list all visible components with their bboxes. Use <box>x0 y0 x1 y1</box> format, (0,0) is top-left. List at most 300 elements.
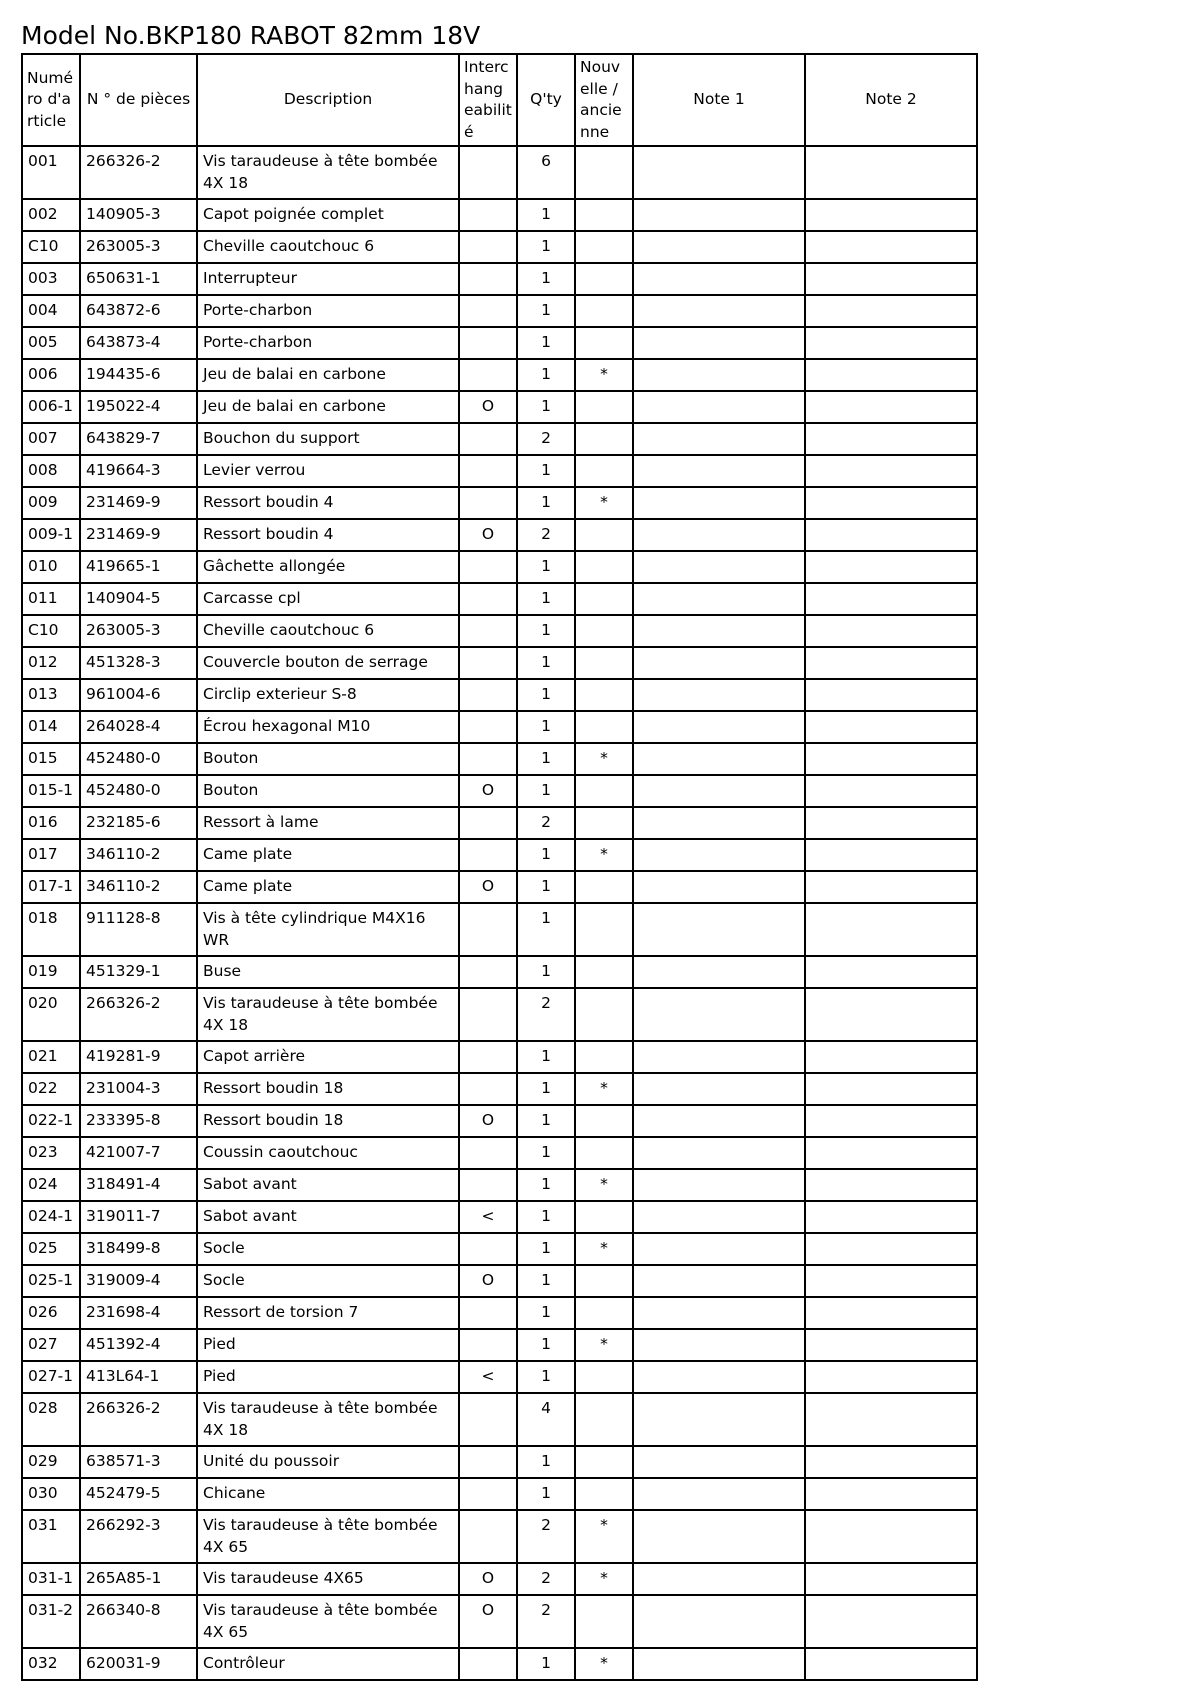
note-1-cell <box>633 1329 805 1361</box>
new-old-cell <box>575 1478 633 1510</box>
quantity-cell: 1 <box>517 1329 575 1361</box>
note-2-cell <box>805 487 977 519</box>
note-1-cell <box>633 775 805 807</box>
table-row <box>22 1563 977 1595</box>
header-description: Description <box>197 54 459 146</box>
part-number-cell: 451329-1 <box>80 956 197 988</box>
table-row <box>22 455 977 487</box>
new-old-cell <box>575 519 633 551</box>
note-1-cell <box>633 327 805 359</box>
note-2-cell <box>805 1563 977 1595</box>
item-number-cell: 006 <box>22 359 80 391</box>
table-row <box>22 263 977 295</box>
description-cell: Ressort boudin 18 <box>197 1105 459 1137</box>
description-cell: Ressort boudin 4 <box>197 519 459 551</box>
note-1-cell <box>633 1446 805 1478</box>
part-number-cell: 421007-7 <box>80 1137 197 1169</box>
interchangeability-cell <box>459 583 517 615</box>
item-number-cell: 009-1 <box>22 519 80 551</box>
interchangeability-cell <box>459 647 517 679</box>
table-row <box>22 423 977 455</box>
note-2-cell <box>805 551 977 583</box>
table-row <box>22 551 977 583</box>
new-old-cell <box>575 327 633 359</box>
table-row <box>22 1478 977 1510</box>
quantity-cell: 1 <box>517 1041 575 1073</box>
item-number-cell: 031 <box>22 1510 80 1563</box>
note-1-cell <box>633 391 805 423</box>
item-number-cell: 027 <box>22 1329 80 1361</box>
description-cell: Vis à tête cylindrique M4X16 WR <box>197 903 459 956</box>
note-2-cell <box>805 391 977 423</box>
description-cell: Bouton <box>197 743 459 775</box>
note-2-cell <box>805 615 977 647</box>
note-2-cell <box>805 231 977 263</box>
interchangeability-cell <box>459 1393 517 1446</box>
item-number-cell: 009 <box>22 487 80 519</box>
note-1-cell <box>633 199 805 231</box>
part-number-cell: 263005-3 <box>80 615 197 647</box>
item-number-cell: 013 <box>22 679 80 711</box>
item-number-cell: C10 <box>22 615 80 647</box>
note-1-cell <box>633 1137 805 1169</box>
item-number-cell: 029 <box>22 1446 80 1478</box>
note-2-cell <box>805 1361 977 1393</box>
quantity-cell: 1 <box>517 1073 575 1105</box>
interchangeability-cell: < <box>459 1361 517 1393</box>
part-number-cell: 231698-4 <box>80 1297 197 1329</box>
new-old-cell <box>575 1297 633 1329</box>
description-cell: Vis taraudeuse à tête bombée 4X 65 <box>197 1595 459 1648</box>
new-old-cell <box>575 1201 633 1233</box>
table-row <box>22 583 977 615</box>
item-number-cell: 008 <box>22 455 80 487</box>
item-number-cell: 015-1 <box>22 775 80 807</box>
quantity-cell: 1 <box>517 1446 575 1478</box>
part-number-cell: 319009-4 <box>80 1265 197 1297</box>
part-number-cell: 264028-4 <box>80 711 197 743</box>
description-cell: Sabot avant <box>197 1201 459 1233</box>
interchangeability-cell <box>459 487 517 519</box>
note-2-cell <box>805 1510 977 1563</box>
new-old-cell: * <box>575 839 633 871</box>
note-1-cell <box>633 871 805 903</box>
item-number-cell: 028 <box>22 1393 80 1446</box>
description-cell: Jeu de balai en carbone <box>197 391 459 423</box>
part-number-cell: 638571-3 <box>80 1446 197 1478</box>
description-cell: Socle <box>197 1233 459 1265</box>
interchangeability-cell <box>459 1329 517 1361</box>
note-2-cell <box>805 1393 977 1446</box>
header-part-number: N ° de pièces <box>80 54 197 146</box>
item-number-cell: 014 <box>22 711 80 743</box>
table-row <box>22 775 977 807</box>
table-row <box>22 1233 977 1265</box>
quantity-cell: 1 <box>517 1297 575 1329</box>
note-2-cell <box>805 1169 977 1201</box>
quantity-cell: 2 <box>517 519 575 551</box>
table-row <box>22 1329 977 1361</box>
item-number-cell: 018 <box>22 903 80 956</box>
description-cell: Cheville caoutchouc 6 <box>197 231 459 263</box>
part-number-cell: 620031-9 <box>80 1648 197 1680</box>
parts-table <box>21 53 978 1681</box>
table-row <box>22 1073 977 1105</box>
page-title: Model No.BKP180 RABOT 82mm 18V <box>21 21 481 50</box>
interchangeability-cell <box>459 1137 517 1169</box>
description-cell: Vis taraudeuse à tête bombée 4X 65 <box>197 1510 459 1563</box>
description-cell: Porte-charbon <box>197 327 459 359</box>
new-old-cell: * <box>575 1563 633 1595</box>
part-number-cell: 263005-3 <box>80 231 197 263</box>
new-old-cell <box>575 807 633 839</box>
interchangeability-cell <box>459 327 517 359</box>
note-1-cell <box>633 551 805 583</box>
item-number-cell: 002 <box>22 199 80 231</box>
description-cell: Chicane <box>197 1478 459 1510</box>
new-old-cell <box>575 679 633 711</box>
new-old-cell <box>575 1105 633 1137</box>
item-number-cell: 025-1 <box>22 1265 80 1297</box>
table-row <box>22 327 977 359</box>
note-1-cell <box>633 679 805 711</box>
description-cell: Interrupteur <box>197 263 459 295</box>
table-row <box>22 1510 977 1563</box>
note-1-cell <box>633 295 805 327</box>
note-1-cell <box>633 1361 805 1393</box>
table-row <box>22 199 977 231</box>
note-2-cell <box>805 743 977 775</box>
quantity-cell: 1 <box>517 711 575 743</box>
note-2-cell <box>805 519 977 551</box>
note-1-cell <box>633 903 805 956</box>
quantity-cell: 1 <box>517 1361 575 1393</box>
note-1-cell <box>633 583 805 615</box>
description-cell: Levier verrou <box>197 455 459 487</box>
quantity-cell: 1 <box>517 263 575 295</box>
interchangeability-cell: O <box>459 391 517 423</box>
quantity-cell: 1 <box>517 583 575 615</box>
table-row <box>22 1648 977 1680</box>
interchangeability-cell <box>459 839 517 871</box>
note-2-cell <box>805 988 977 1041</box>
description-cell: Gâchette allongée <box>197 551 459 583</box>
note-1-cell <box>633 1648 805 1680</box>
interchangeability-cell <box>459 231 517 263</box>
description-cell: Cheville caoutchouc 6 <box>197 615 459 647</box>
interchangeability-cell: O <box>459 871 517 903</box>
note-1-cell <box>633 1201 805 1233</box>
table-row <box>22 956 977 988</box>
item-number-cell: 030 <box>22 1478 80 1510</box>
note-2-cell <box>805 807 977 839</box>
interchangeability-cell <box>459 423 517 455</box>
part-number-cell: 231004-3 <box>80 1073 197 1105</box>
header-quantity: Q'ty <box>517 54 575 146</box>
quantity-cell: 1 <box>517 1105 575 1137</box>
quantity-cell: 2 <box>517 988 575 1041</box>
note-2-cell <box>805 1595 977 1648</box>
description-cell: Sabot avant <box>197 1169 459 1201</box>
note-2-cell <box>805 1648 977 1680</box>
item-number-cell: 016 <box>22 807 80 839</box>
new-old-cell <box>575 551 633 583</box>
note-2-cell <box>805 1041 977 1073</box>
header-note-1: Note 1 <box>633 54 805 146</box>
interchangeability-cell: O <box>459 519 517 551</box>
new-old-cell: * <box>575 1648 633 1680</box>
note-2-cell <box>805 146 977 199</box>
new-old-cell <box>575 1446 633 1478</box>
new-old-cell <box>575 1595 633 1648</box>
part-number-cell: 231469-9 <box>80 487 197 519</box>
description-cell: Unité du poussoir <box>197 1446 459 1478</box>
description-cell: Bouton <box>197 775 459 807</box>
description-cell: Ressort boudin 4 <box>197 487 459 519</box>
note-2-cell <box>805 423 977 455</box>
item-number-cell: 005 <box>22 327 80 359</box>
table-row <box>22 1361 977 1393</box>
quantity-cell: 1 <box>517 679 575 711</box>
interchangeability-cell: O <box>459 1265 517 1297</box>
item-number-cell: 007 <box>22 423 80 455</box>
note-1-cell <box>633 1041 805 1073</box>
interchangeability-cell: O <box>459 775 517 807</box>
part-number-cell: 452480-0 <box>80 775 197 807</box>
table-row <box>22 487 977 519</box>
part-number-cell: 451392-4 <box>80 1329 197 1361</box>
table-row <box>22 1105 977 1137</box>
new-old-cell <box>575 391 633 423</box>
quantity-cell: 1 <box>517 1137 575 1169</box>
quantity-cell: 1 <box>517 871 575 903</box>
note-1-cell <box>633 1393 805 1446</box>
new-old-cell <box>575 583 633 615</box>
note-1-cell <box>633 146 805 199</box>
item-number-cell: 032 <box>22 1648 80 1680</box>
new-old-cell <box>575 1393 633 1446</box>
part-number-cell: 643873-4 <box>80 327 197 359</box>
new-old-cell: * <box>575 1510 633 1563</box>
new-old-cell <box>575 647 633 679</box>
note-1-cell <box>633 711 805 743</box>
note-2-cell <box>805 1297 977 1329</box>
interchangeability-cell <box>459 1233 517 1265</box>
item-number-cell: 025 <box>22 1233 80 1265</box>
note-2-cell <box>805 263 977 295</box>
quantity-cell: 4 <box>517 1393 575 1446</box>
new-old-cell <box>575 775 633 807</box>
new-old-cell <box>575 956 633 988</box>
part-number-cell: 650631-1 <box>80 263 197 295</box>
description-cell: Vis taraudeuse à tête bombée 4X 18 <box>197 988 459 1041</box>
note-2-cell <box>805 775 977 807</box>
part-number-cell: 419281-9 <box>80 1041 197 1073</box>
description-cell: Bouchon du support <box>197 423 459 455</box>
new-old-cell: * <box>575 487 633 519</box>
table-row <box>22 1137 977 1169</box>
interchangeability-cell <box>459 455 517 487</box>
part-number-cell: 452480-0 <box>80 743 197 775</box>
quantity-cell: 1 <box>517 1233 575 1265</box>
quantity-cell: 1 <box>517 455 575 487</box>
interchangeability-cell <box>459 1297 517 1329</box>
description-cell: Carcasse cpl <box>197 583 459 615</box>
new-old-cell: * <box>575 1233 633 1265</box>
interchangeability-cell: O <box>459 1105 517 1137</box>
item-number-cell: 022-1 <box>22 1105 80 1137</box>
interchangeability-cell <box>459 711 517 743</box>
interchangeability-cell <box>459 1478 517 1510</box>
item-number-cell: 027-1 <box>22 1361 80 1393</box>
interchangeability-cell <box>459 1648 517 1680</box>
description-cell: Écrou hexagonal M10 <box>197 711 459 743</box>
interchangeability-cell <box>459 199 517 231</box>
note-2-cell <box>805 295 977 327</box>
table-row <box>22 807 977 839</box>
description-cell: Capot poignée complet <box>197 199 459 231</box>
part-number-cell: 231469-9 <box>80 519 197 551</box>
description-cell: Vis taraudeuse à tête bombée 4X 18 <box>197 146 459 199</box>
note-2-cell <box>805 1137 977 1169</box>
note-2-cell <box>805 1201 977 1233</box>
interchangeability-cell <box>459 551 517 583</box>
note-1-cell <box>633 956 805 988</box>
description-cell: Coussin caoutchouc <box>197 1137 459 1169</box>
note-2-cell <box>805 455 977 487</box>
part-number-cell: 140904-5 <box>80 583 197 615</box>
description-cell: Ressort à lame <box>197 807 459 839</box>
quantity-cell: 1 <box>517 839 575 871</box>
quantity-cell: 2 <box>517 1595 575 1648</box>
note-2-cell <box>805 679 977 711</box>
interchangeability-cell <box>459 956 517 988</box>
item-number-cell: 006-1 <box>22 391 80 423</box>
part-number-cell: 318491-4 <box>80 1169 197 1201</box>
item-number-cell: 003 <box>22 263 80 295</box>
table-row <box>22 1446 977 1478</box>
item-number-cell: 017-1 <box>22 871 80 903</box>
note-1-cell <box>633 1297 805 1329</box>
part-number-cell: 319011-7 <box>80 1201 197 1233</box>
item-number-cell: 004 <box>22 295 80 327</box>
part-number-cell: 911128-8 <box>80 903 197 956</box>
quantity-cell: 1 <box>517 1265 575 1297</box>
quantity-cell: 1 <box>517 1201 575 1233</box>
item-number-cell: 026 <box>22 1297 80 1329</box>
quantity-cell: 1 <box>517 775 575 807</box>
part-number-cell: 140905-3 <box>80 199 197 231</box>
description-cell: Couvercle bouton de serrage <box>197 647 459 679</box>
interchangeability-cell <box>459 146 517 199</box>
note-2-cell <box>805 1329 977 1361</box>
description-cell: Porte-charbon <box>197 295 459 327</box>
quantity-cell: 2 <box>517 807 575 839</box>
new-old-cell <box>575 146 633 199</box>
new-old-cell <box>575 1361 633 1393</box>
part-number-cell: 195022-4 <box>80 391 197 423</box>
description-cell: Jeu de balai en carbone <box>197 359 459 391</box>
table-row <box>22 679 977 711</box>
quantity-cell: 1 <box>517 903 575 956</box>
new-old-cell <box>575 1137 633 1169</box>
part-number-cell: 452479-5 <box>80 1478 197 1510</box>
part-number-cell: 266292-3 <box>80 1510 197 1563</box>
note-1-cell <box>633 1233 805 1265</box>
description-cell: Circlip exterieur S-8 <box>197 679 459 711</box>
new-old-cell: * <box>575 743 633 775</box>
quantity-cell: 1 <box>517 647 575 679</box>
note-2-cell <box>805 1105 977 1137</box>
part-number-cell: 266326-2 <box>80 988 197 1041</box>
new-old-cell <box>575 423 633 455</box>
quantity-cell: 1 <box>517 1169 575 1201</box>
description-cell: Ressort boudin 18 <box>197 1073 459 1105</box>
table-row <box>22 1265 977 1297</box>
note-1-cell <box>633 1169 805 1201</box>
header-interchangeability: Interc hang eabilit é <box>459 54 517 146</box>
new-old-cell <box>575 1265 633 1297</box>
table-row <box>22 839 977 871</box>
quantity-cell: 1 <box>517 956 575 988</box>
new-old-cell <box>575 231 633 263</box>
quantity-cell: 1 <box>517 391 575 423</box>
part-number-cell: 346110-2 <box>80 839 197 871</box>
note-1-cell <box>633 1478 805 1510</box>
item-number-cell: 001 <box>22 146 80 199</box>
table-row <box>22 1393 977 1446</box>
interchangeability-cell <box>459 679 517 711</box>
quantity-cell: 1 <box>517 327 575 359</box>
note-2-cell <box>805 1478 977 1510</box>
interchangeability-cell <box>459 295 517 327</box>
interchangeability-cell <box>459 743 517 775</box>
table-row <box>22 1041 977 1073</box>
note-2-cell <box>805 711 977 743</box>
note-2-cell <box>805 839 977 871</box>
new-old-cell <box>575 1041 633 1073</box>
item-number-cell: 020 <box>22 988 80 1041</box>
note-1-cell <box>633 1265 805 1297</box>
interchangeability-cell: < <box>459 1201 517 1233</box>
item-number-cell: C10 <box>22 231 80 263</box>
table-row <box>22 988 977 1041</box>
note-2-cell <box>805 359 977 391</box>
quantity-cell: 6 <box>517 146 575 199</box>
interchangeability-cell <box>459 903 517 956</box>
note-1-cell <box>633 487 805 519</box>
interchangeability-cell <box>459 988 517 1041</box>
note-1-cell <box>633 423 805 455</box>
quantity-cell: 1 <box>517 551 575 583</box>
interchangeability-cell <box>459 263 517 295</box>
part-number-cell: 266340-8 <box>80 1595 197 1648</box>
note-2-cell <box>805 583 977 615</box>
note-2-cell <box>805 956 977 988</box>
note-1-cell <box>633 1563 805 1595</box>
item-number-cell: 022 <box>22 1073 80 1105</box>
quantity-cell: 1 <box>517 487 575 519</box>
table-row <box>22 1297 977 1329</box>
table-row <box>22 871 977 903</box>
note-2-cell <box>805 1073 977 1105</box>
quantity-cell: 1 <box>517 199 575 231</box>
item-number-cell: 010 <box>22 551 80 583</box>
parts-table-body <box>22 146 977 1680</box>
part-number-cell: 419664-3 <box>80 455 197 487</box>
description-cell: Vis taraudeuse à tête bombée 4X 18 <box>197 1393 459 1446</box>
header-new-old: Nouv elle / ancie nne <box>575 54 633 146</box>
